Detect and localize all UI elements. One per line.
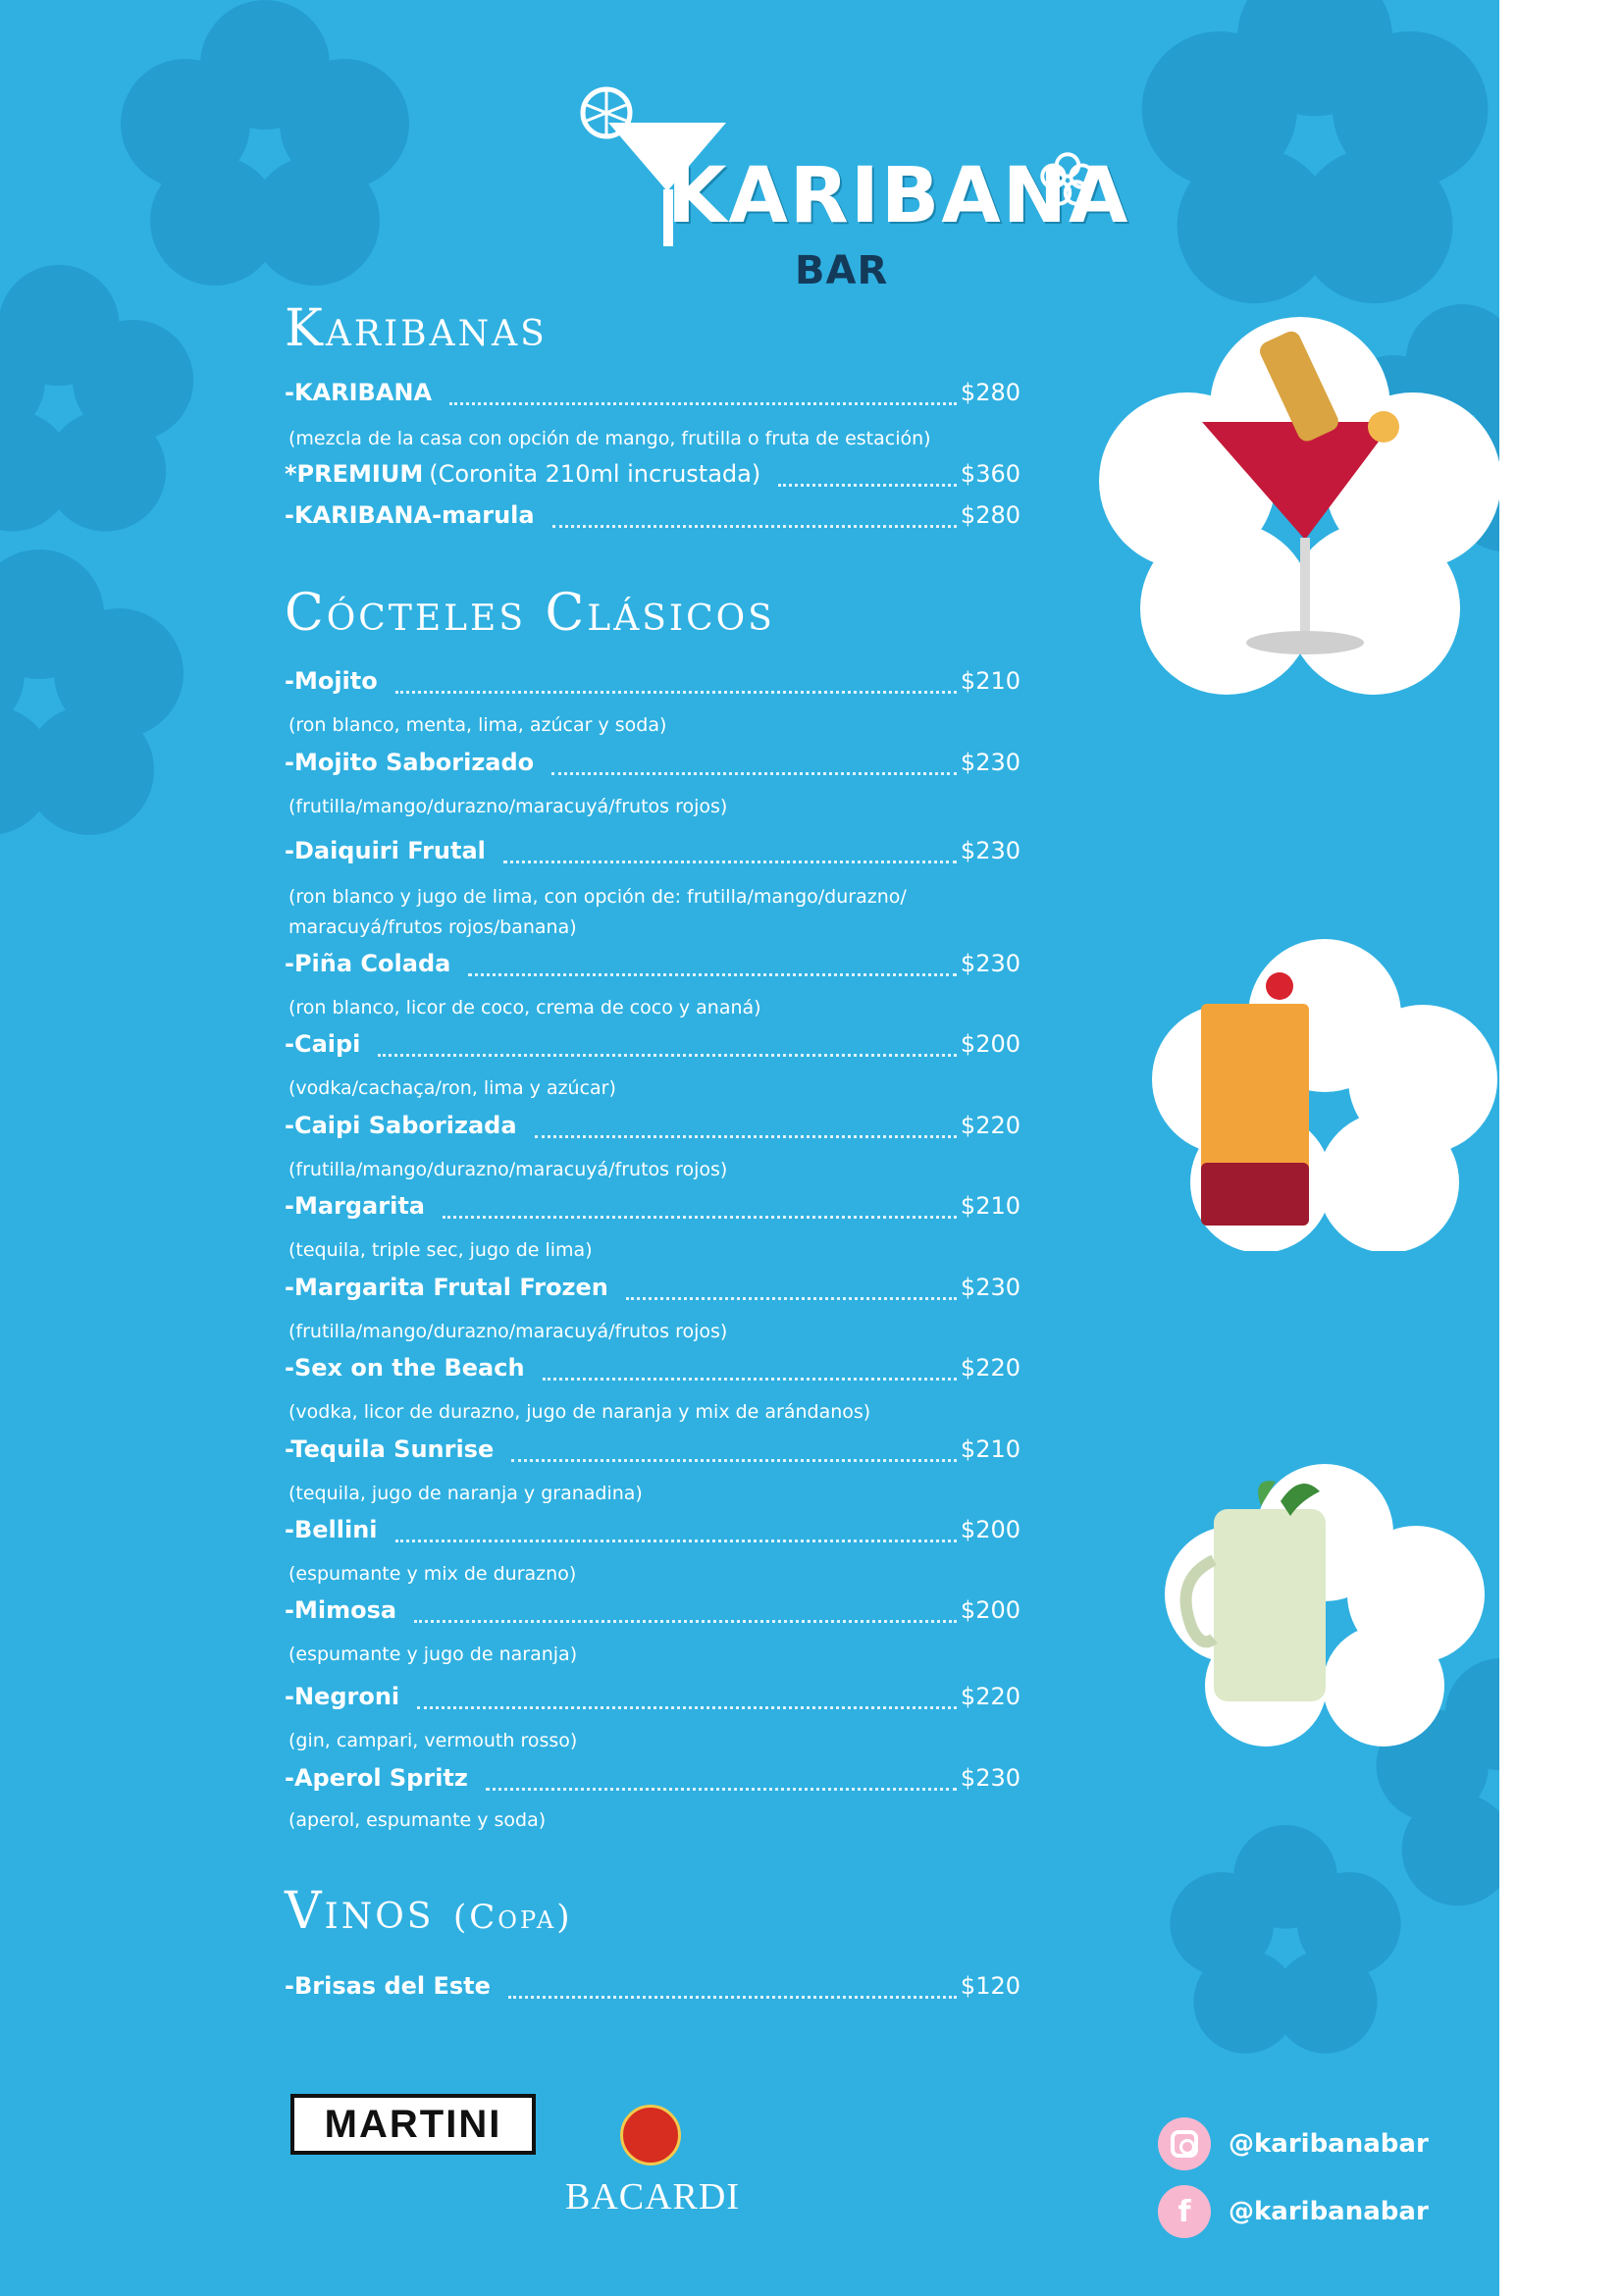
item-price: $200	[960, 1516, 1020, 1543]
item-description: (ron blanco, menta, lima, azúcar y soda)	[288, 714, 667, 736]
menu-item	[285, 1435, 1020, 1469]
hibiscus-bg-icon	[0, 255, 196, 549]
item-name: -Mojito	[285, 667, 378, 695]
item-price: $210	[960, 667, 1020, 695]
leader-dots	[503, 861, 957, 863]
leader-dots	[468, 973, 957, 976]
item-description: (tequila, jugo de naranja y granadina)	[288, 1483, 643, 1504]
menu-item	[285, 667, 1020, 701]
item-extra: (Coronita 210ml incrustada)	[429, 460, 761, 488]
item-description: (frutilla/mango/durazno/maracuyá/frutos rojos)	[288, 1321, 728, 1342]
item-name: -Caipi	[285, 1030, 361, 1058]
item-name: -Sex on the Beach	[285, 1354, 525, 1382]
menu-item	[285, 950, 1020, 983]
item-description: (vodka/cachaça/ron, lima y azúcar)	[288, 1077, 616, 1099]
item-description: (ron blanco y jugo de lima, con opción de: frutilla/mango/durazno/	[288, 886, 907, 908]
item-name: -Margarita	[285, 1192, 425, 1220]
hibiscus-bg-icon	[108, 0, 422, 294]
item-name: -Bellini	[285, 1516, 378, 1543]
item-name: -KARIBANA	[285, 379, 433, 406]
item-name: -Mojito Saborizado	[285, 749, 535, 776]
item-description: (espumante y jugo de naranja)	[288, 1644, 578, 1665]
item-name: -Tequila Sunrise	[285, 1435, 495, 1463]
menu-item	[285, 1596, 1020, 1630]
hibiscus-bg-icon	[1168, 1825, 1403, 2061]
menu-item	[285, 749, 1020, 782]
bacardi-logo	[549, 2105, 756, 2222]
section-title-cocteles: Cócteles Clásicos	[285, 584, 775, 643]
martini-logo-text: MARTINI	[324, 2102, 502, 2146]
item-price: $230	[960, 1764, 1020, 1792]
leader-dots	[449, 402, 957, 405]
facebook-handle: @karibanabar	[1229, 2197, 1429, 2226]
menu-item	[285, 1683, 1020, 1716]
item-description: (tequila, triple sec, jugo de lima)	[288, 1239, 593, 1261]
leader-dots	[414, 1620, 957, 1623]
leader-dots	[486, 1788, 957, 1791]
leader-dots	[508, 1996, 957, 1999]
item-price: $220	[960, 1354, 1020, 1382]
tequila-sunrise-photo	[1148, 937, 1499, 1251]
item-description: (ron blanco, licor de coco, crema de coco y ananá)	[288, 997, 761, 1018]
item-price: $230	[960, 1274, 1020, 1301]
bat-icon	[620, 2105, 681, 2166]
leader-dots	[778, 484, 957, 487]
item-description: (espumante y mix de durazno)	[288, 1563, 577, 1585]
item-price: $230	[960, 749, 1020, 776]
item-name: -Mimosa	[285, 1596, 397, 1624]
leader-dots	[443, 1216, 957, 1219]
item-price: $230	[960, 837, 1020, 864]
leader-dots	[417, 1706, 957, 1709]
martini-drink-photo	[1099, 314, 1499, 697]
item-description: (gin, campari, vermouth rosso)	[288, 1730, 578, 1751]
mojito-jar-photo	[1153, 1462, 1496, 1747]
instagram-handle: @karibanabar	[1229, 2129, 1429, 2159]
item-price: $220	[960, 1112, 1020, 1139]
item-name: -Margarita Frutal Frozen	[285, 1274, 608, 1301]
leader-dots	[543, 1378, 957, 1381]
leader-dots	[395, 1539, 957, 1542]
item-price: $360	[960, 460, 1020, 488]
item-price: $230	[960, 950, 1020, 977]
section-title-vinos	[285, 1882, 572, 1941]
leader-dots	[535, 1135, 957, 1138]
menu-item	[285, 1972, 1020, 2006]
leader-dots	[551, 772, 957, 775]
item-description: (vodka, licor de durazno, jugo de naranja y mix de arándanos)	[288, 1401, 871, 1423]
instagram-icon	[1158, 2117, 1211, 2170]
menu-item	[285, 501, 1020, 535]
item-name: -Caipi Saborizada	[285, 1112, 517, 1139]
item-name: -Negroni	[285, 1683, 400, 1710]
item-price: $280	[960, 379, 1020, 406]
menu-item	[285, 1274, 1020, 1307]
page-margin	[1499, 0, 1622, 2296]
logo-name: KARIBANA	[667, 152, 1130, 240]
menu-item	[285, 1192, 1020, 1226]
hibiscus-icon	[1040, 152, 1095, 207]
instagram-link[interactable]	[1158, 2116, 1429, 2171]
item-description: (aperol, espumante y soda)	[288, 1809, 547, 1831]
leader-dots	[378, 1054, 957, 1057]
item-price: $200	[960, 1030, 1020, 1058]
menu-item	[285, 460, 1020, 494]
item-description: (frutilla/mango/durazno/maracuyá/frutos rojos)	[288, 796, 728, 817]
leader-dots	[395, 691, 957, 694]
item-name: -Aperol Spritz	[285, 1764, 468, 1792]
facebook-link[interactable]	[1158, 2184, 1429, 2239]
leader-dots	[511, 1459, 957, 1462]
item-price: $210	[960, 1435, 1020, 1463]
item-name: -KARIBANA-marula	[285, 501, 535, 529]
martini-logo	[290, 2094, 536, 2155]
item-name: -Daiquiri Frutal	[285, 837, 486, 864]
section-subtitle: (Copa)	[452, 1898, 573, 1937]
menu-item	[285, 1030, 1020, 1064]
hibiscus-bg-icon	[1128, 0, 1499, 314]
menu-item	[285, 1516, 1020, 1549]
facebook-icon: f	[1158, 2185, 1211, 2238]
item-name: *PREMIUM	[285, 460, 424, 488]
section-title-text: Vinos	[285, 1882, 435, 1941]
leader-dots	[626, 1297, 957, 1300]
menu-item	[285, 1112, 1020, 1145]
item-name: -Brisas del Este	[285, 1972, 491, 2000]
item-name: -Piña Colada	[285, 950, 451, 977]
menu-item	[285, 1354, 1020, 1387]
hibiscus-bg-icon	[0, 549, 186, 844]
item-price: $210	[960, 1192, 1020, 1220]
menu-item	[285, 837, 1020, 870]
item-price: $220	[960, 1683, 1020, 1710]
section-title-karibanas: Karibanas	[285, 299, 548, 358]
item-description: (frutilla/mango/durazno/maracuyá/frutos rojos)	[288, 1159, 728, 1180]
menu-item	[285, 1764, 1020, 1798]
item-price: $120	[960, 1972, 1020, 2000]
item-price: $200	[960, 1596, 1020, 1624]
logo-subtitle: BAR	[795, 248, 889, 293]
bacardi-logo-text: BACARDI	[564, 2176, 741, 2218]
item-price: $280	[960, 501, 1020, 529]
karibana-logo	[569, 83, 1130, 293]
leader-dots	[552, 525, 957, 528]
item-description: (mezcla de la casa con opción de mango, frutilla o fruta de estación)	[288, 428, 931, 449]
menu-item	[285, 379, 1020, 412]
item-description: maracuyá/frutos rojos/banana)	[288, 916, 577, 938]
